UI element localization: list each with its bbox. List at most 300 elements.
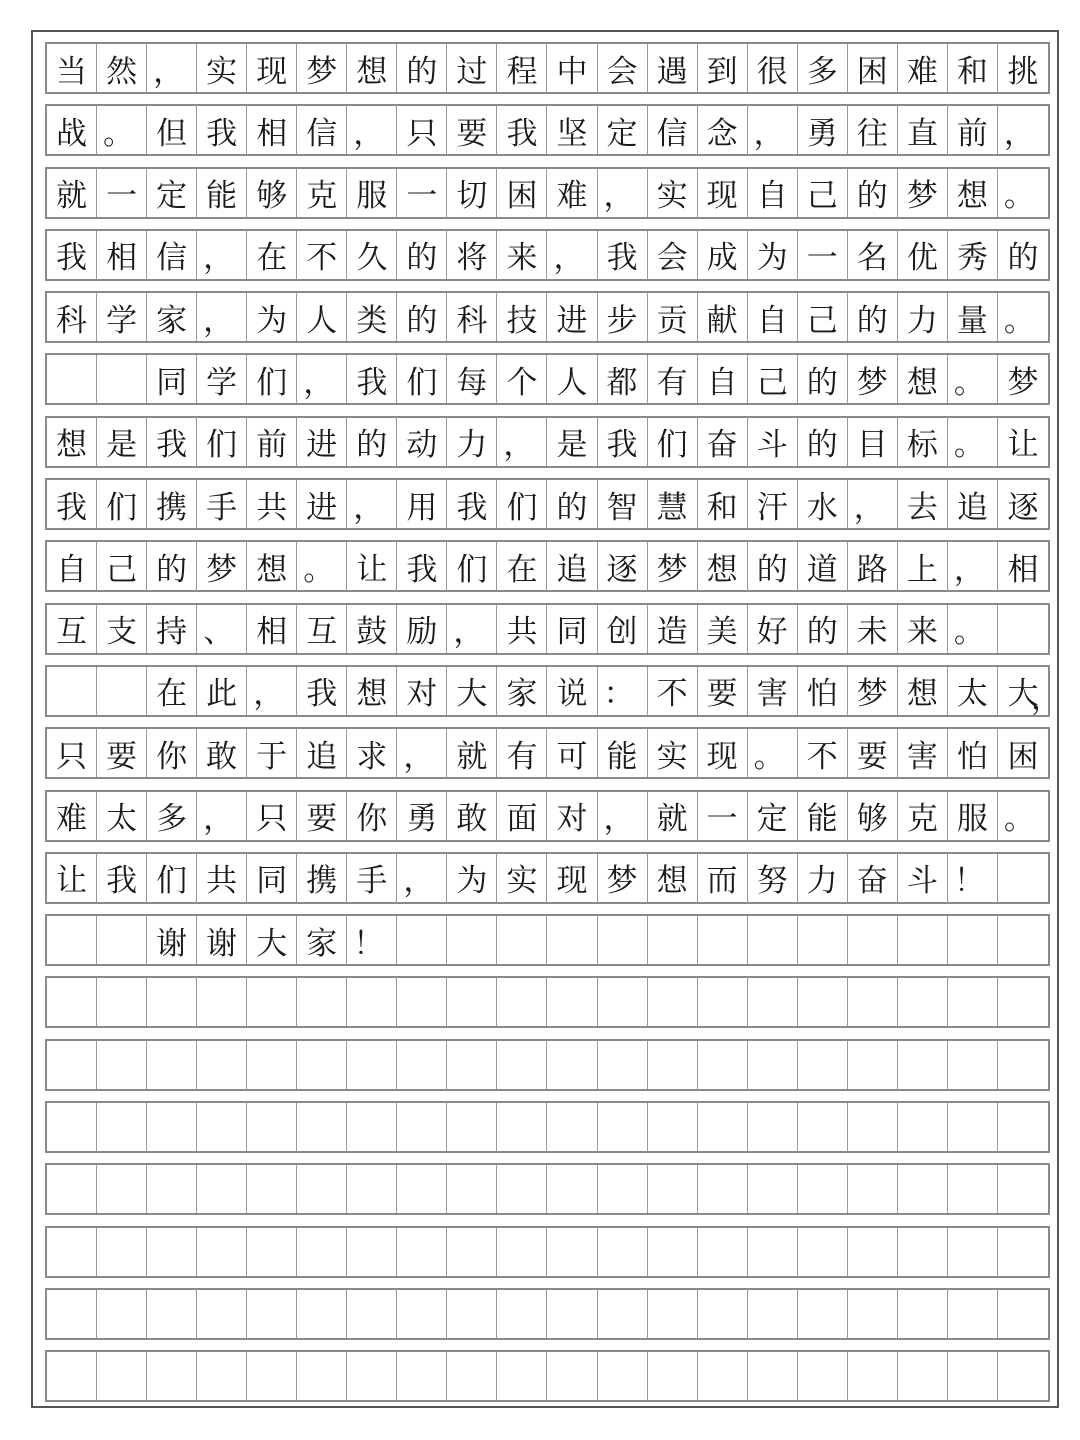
grid-row	[45, 914, 1050, 966]
grid-cell	[397, 1290, 447, 1338]
grid-cell	[397, 1228, 447, 1276]
grid-cell: 未	[848, 605, 898, 653]
grid-cell	[948, 978, 998, 1026]
grid-cell: 奋	[848, 854, 898, 902]
grid-cell	[848, 1352, 898, 1400]
grid-cell: 实	[648, 169, 698, 217]
grid-cell: 是	[547, 418, 597, 466]
grid-cell: 斗	[898, 854, 948, 902]
grid-cell	[848, 1103, 898, 1151]
grid-cell: 能	[798, 792, 848, 840]
grid-cell: 有	[497, 729, 547, 777]
grid-row	[45, 1163, 1050, 1215]
grid-cell: 来	[898, 605, 948, 653]
grid-cell	[197, 1228, 247, 1276]
grid-cell	[748, 1290, 798, 1338]
grid-cell: 但	[147, 106, 197, 154]
grid-cell: 力	[898, 293, 948, 341]
grid-cell: 进	[297, 418, 347, 466]
grid-cell	[698, 978, 748, 1026]
grid-row	[45, 1039, 1050, 1091]
grid-cell: 追	[948, 480, 998, 528]
grid-cell: 大	[447, 667, 497, 715]
grid-cell	[347, 1103, 397, 1151]
grid-cell	[447, 1103, 497, 1151]
grid-cell	[547, 1352, 597, 1400]
grid-cell: 大 ，	[998, 667, 1048, 715]
grid-cell: 为	[447, 854, 497, 902]
grid-cell	[447, 1228, 497, 1276]
grid-cell	[147, 1165, 197, 1213]
grid-cell: 己	[748, 355, 798, 403]
grid-cell	[748, 916, 798, 964]
grid-cell: 汗	[748, 480, 798, 528]
grid-cell	[948, 1165, 998, 1213]
grid-cell: 梦	[598, 854, 648, 902]
grid-cell: 会	[648, 231, 698, 279]
grid-cell: 会	[598, 44, 648, 92]
grid-cell	[147, 978, 197, 1026]
grid-cell	[397, 1352, 447, 1400]
grid-cell: 念	[698, 106, 748, 154]
grid-cell: 携	[147, 480, 197, 528]
grid-cell: 共	[497, 605, 547, 653]
grid-cell: 们	[497, 480, 547, 528]
grid-cell: 我	[47, 231, 97, 279]
grid-cell	[898, 1103, 948, 1151]
grid-cell	[547, 1041, 597, 1089]
grid-cell	[397, 1103, 447, 1151]
grid-cell: 遇	[648, 44, 698, 92]
grid-cell: 困	[1007, 738, 1039, 775]
grid-cell	[147, 1228, 197, 1276]
grid-cell: 共	[247, 480, 297, 528]
grid-cell: 想	[347, 44, 397, 92]
grid-cell: 家	[297, 916, 347, 964]
grid-row	[45, 104, 1050, 156]
grid-cell	[798, 1165, 848, 1213]
grid-cell	[998, 605, 1048, 653]
grid-cell: 怕	[948, 729, 998, 777]
grid-cell	[698, 1103, 748, 1151]
grid-cell: 目	[848, 418, 898, 466]
grid-cell: 够	[848, 792, 898, 840]
grid-cell: 的	[397, 293, 447, 341]
grid-cell	[798, 916, 848, 964]
grid-cell	[47, 355, 97, 403]
grid-cell: 好	[748, 605, 798, 653]
grid-cell: 成	[698, 231, 748, 279]
grid-cell: 当	[47, 44, 97, 92]
grid-cell: ，	[948, 542, 998, 590]
grid-cell: 现	[698, 729, 748, 777]
grid-cell: 己	[798, 169, 848, 217]
grid-cell: 说	[547, 667, 597, 715]
grid-cell: 进	[547, 293, 597, 341]
grid-cell: 上	[898, 542, 948, 590]
grid-cell	[848, 1290, 898, 1338]
grid-cell: 相	[1007, 551, 1039, 588]
grid-cell	[47, 1103, 97, 1151]
grid-cell: 的	[397, 231, 447, 279]
grid-cell: 切	[447, 169, 497, 217]
grid-cell: 你	[147, 729, 197, 777]
grid-cell: 们	[247, 355, 297, 403]
grid-cell: 谢	[147, 916, 197, 964]
grid-cell: 而	[698, 854, 748, 902]
grid-cell: 我	[397, 542, 447, 590]
grid-cell: 就	[648, 792, 698, 840]
grid-cell: 。	[297, 542, 347, 590]
grid-cell: 技	[497, 293, 547, 341]
grid-cell: 水	[798, 480, 848, 528]
grid-cell	[247, 1228, 297, 1276]
grid-cell: 不	[297, 231, 347, 279]
grid-cell: 现	[547, 854, 597, 902]
grid-cell: ，	[297, 355, 347, 403]
grid-cell: 让	[1007, 427, 1039, 464]
grid-cell: 优	[898, 231, 948, 279]
grid-cell: 我	[447, 480, 497, 528]
grid-cell: 的	[848, 293, 898, 341]
grid-cell: 想	[898, 355, 948, 403]
grid-cell	[247, 1165, 297, 1213]
grid-cell: 的	[147, 542, 197, 590]
grid-cell: 难	[547, 169, 597, 217]
grid-cell: 难	[47, 792, 97, 840]
grid-cell	[648, 1290, 698, 1338]
grid-cell	[397, 1041, 447, 1089]
grid-cell	[97, 1228, 147, 1276]
grid-cell	[497, 1165, 547, 1213]
grid-cell: ，	[748, 106, 798, 154]
grid-cell: 敢	[447, 792, 497, 840]
grid-cell	[197, 978, 247, 1026]
grid-cell: 梦	[297, 44, 347, 92]
grid-row	[45, 1288, 1050, 1340]
grid-cell	[898, 1290, 948, 1338]
grid-cell: ，	[197, 792, 247, 840]
grid-cell: 梦	[848, 355, 898, 403]
grid-cell: 梦	[848, 667, 898, 715]
grid-cell: 。	[948, 605, 998, 653]
grid-cell	[347, 1290, 397, 1338]
grid-row	[45, 167, 1050, 219]
grid-cell	[297, 1041, 347, 1089]
grid-cell: 我	[347, 355, 397, 403]
grid-cell: 是	[97, 418, 147, 466]
grid-cell	[698, 1352, 748, 1400]
grid-cell: 能	[598, 729, 648, 777]
grid-cell: 将	[447, 231, 497, 279]
grid-cell	[247, 1290, 297, 1338]
grid-row	[45, 1101, 1050, 1153]
grid-cell: 我	[47, 480, 97, 528]
grid-cell: 然	[97, 44, 147, 92]
grid-cell: 够	[247, 169, 297, 217]
grid-cell	[347, 1228, 397, 1276]
grid-cell	[598, 916, 648, 964]
grid-cell: 创	[598, 605, 648, 653]
grid-cell	[648, 1041, 698, 1089]
grid-cell: 鼓	[347, 605, 397, 653]
grid-cell: ，	[848, 480, 898, 528]
grid-cell: 困	[497, 169, 547, 217]
grid-cell	[547, 916, 597, 964]
grid-cell	[147, 1352, 197, 1400]
grid-cell: 想	[948, 169, 998, 217]
grid-cell	[147, 1103, 197, 1151]
grid-cell	[497, 978, 547, 1026]
grid-cell: 。	[97, 106, 147, 154]
grid-cell: 实	[497, 854, 547, 902]
grid-cell	[297, 1165, 347, 1213]
grid-cell: ，	[347, 106, 397, 154]
grid-cell	[497, 1041, 547, 1089]
grid-cell: 坚	[547, 106, 597, 154]
grid-cell	[998, 1165, 1048, 1213]
grid-cell: 久	[347, 231, 397, 279]
grid-cell: 为	[247, 293, 297, 341]
grid-cell: 。	[948, 418, 998, 466]
grid-cell: 定	[748, 792, 798, 840]
grid-cell: ，	[347, 480, 397, 528]
grid-cell: 人	[547, 355, 597, 403]
grid-cell	[97, 1290, 147, 1338]
grid-cell	[748, 1165, 798, 1213]
grid-cell	[698, 1228, 748, 1276]
grid-cell: 进	[297, 480, 347, 528]
grid-cell: 只	[397, 106, 447, 154]
grid-cell: 要	[447, 106, 497, 154]
grid-cell	[848, 916, 898, 964]
grid-row	[45, 1350, 1050, 1402]
grid-cell: 太	[948, 667, 998, 715]
grid-cell	[547, 1290, 597, 1338]
grid-cell: 谢	[197, 916, 247, 964]
grid-cell: ，	[397, 729, 447, 777]
grid-cell: 和	[948, 44, 998, 92]
grid-cell: 我	[297, 667, 347, 715]
grid-cell: 手	[197, 480, 247, 528]
grid-cell: 的	[748, 542, 798, 590]
grid-cell	[497, 1352, 547, 1400]
grid-cell: 现	[247, 44, 297, 92]
grid-cell: 只	[247, 792, 297, 840]
grid-cell: 一	[698, 792, 748, 840]
grid-cell: 路	[848, 542, 898, 590]
grid-cell	[748, 1041, 798, 1089]
grid-cell	[397, 1165, 447, 1213]
grid-cell: 梦	[648, 542, 698, 590]
grid-cell: 一	[97, 169, 147, 217]
grid-cell	[47, 1228, 97, 1276]
grid-cell: 太	[97, 792, 147, 840]
grid-row	[45, 852, 1050, 904]
grid-cell	[447, 1165, 497, 1213]
grid-cell: 互	[47, 605, 97, 653]
grid-cell	[97, 1103, 147, 1151]
grid-cell	[598, 1352, 648, 1400]
grid-cell: 可	[547, 729, 597, 777]
grid-cell: 信	[147, 231, 197, 279]
grid-cell: 和	[698, 480, 748, 528]
grid-row	[45, 790, 1050, 842]
grid-row	[45, 229, 1050, 281]
grid-cell: ，	[598, 792, 648, 840]
grid-cell: 我	[598, 231, 648, 279]
grid-cell	[898, 1228, 948, 1276]
grid-cell: 中	[547, 44, 597, 92]
grid-cell: 现	[698, 169, 748, 217]
grid-cell: 个	[497, 355, 547, 403]
grid-cell: 斗	[748, 418, 798, 466]
grid-cell: 克	[898, 792, 948, 840]
grid-cell: 要	[848, 729, 898, 777]
grid-cell: 科	[47, 293, 97, 341]
grid-cell: 己	[798, 293, 848, 341]
grid-cell: 自	[748, 293, 798, 341]
grid-cell: 都	[598, 355, 648, 403]
grid-cell: 想	[898, 667, 948, 715]
grid-cell: 多	[147, 792, 197, 840]
grid-cell: 一	[798, 231, 848, 279]
grid-cell: 程	[497, 44, 547, 92]
grid-cell: 学	[97, 293, 147, 341]
grid-cell: 克	[297, 169, 347, 217]
grid-cell: 前	[948, 106, 998, 154]
grid-cell: 人	[297, 293, 347, 341]
grid-cell: 。	[748, 729, 798, 777]
grid-cell	[497, 1228, 547, 1276]
grid-cell	[798, 1228, 848, 1276]
grid-cell: ，	[547, 231, 597, 279]
grid-cell: 力	[798, 854, 848, 902]
grid-cell: 追	[547, 542, 597, 590]
grid-cell: 我	[147, 418, 197, 466]
grid-cell: 同	[247, 854, 297, 902]
grid-cell: 在	[497, 542, 547, 590]
grid-cell: 难	[898, 44, 948, 92]
grid-cell: 手	[347, 854, 397, 902]
grid-cell: 奋	[698, 418, 748, 466]
grid-cell: 相	[247, 106, 297, 154]
grid-cell	[798, 1352, 848, 1400]
grid-cell: 励	[397, 605, 447, 653]
grid-cell	[247, 1352, 297, 1400]
grid-cell: 不	[648, 667, 698, 715]
grid-cell: 在	[247, 231, 297, 279]
grid-cell	[598, 1290, 648, 1338]
grid-cell: 自	[748, 169, 798, 217]
grid-cell	[547, 1228, 597, 1276]
grid-cell	[898, 1352, 948, 1400]
grid-cell	[948, 1041, 998, 1089]
grid-cell: 对	[397, 667, 447, 715]
grid-cell	[197, 1165, 247, 1213]
grid-row	[45, 976, 1050, 1028]
grid-cell	[798, 1041, 848, 1089]
grid-cell	[798, 1103, 848, 1151]
grid-cell: 共	[197, 854, 247, 902]
grid-cell	[648, 1352, 698, 1400]
grid-cell: 信	[297, 106, 347, 154]
grid-cell: 去	[898, 480, 948, 528]
grid-cell	[447, 916, 497, 964]
grid-row	[45, 353, 1050, 405]
grid-cell: 我	[97, 854, 147, 902]
grid-row	[45, 478, 1050, 530]
grid-cell: ，	[397, 854, 447, 902]
grid-cell	[798, 1290, 848, 1338]
grid-cell: ，	[197, 293, 247, 341]
grid-cell: ！	[948, 854, 998, 902]
grid-cell	[97, 1352, 147, 1400]
grid-cell: 梦	[197, 542, 247, 590]
grid-cell: 在	[147, 667, 197, 715]
grid-cell: 逐	[1007, 489, 1039, 526]
grid-cell	[898, 1165, 948, 1213]
grid-cell	[347, 1041, 397, 1089]
grid-cell: 力	[447, 418, 497, 466]
grid-cell	[297, 978, 347, 1026]
grid-cell	[998, 916, 1048, 964]
grid-row	[45, 42, 1050, 94]
grid-cell: 。	[948, 355, 998, 403]
grid-cell: 。	[1003, 178, 1035, 215]
grid-cell	[47, 667, 97, 715]
grid-cell	[998, 978, 1048, 1026]
grid-cell: 。	[1003, 801, 1035, 838]
grid-cell	[197, 1041, 247, 1089]
grid-cell: 、	[197, 605, 247, 653]
grid-cell: 我	[197, 106, 247, 154]
grid-cell: 想	[347, 667, 397, 715]
grid-cell	[447, 978, 497, 1026]
grid-cell: 求	[347, 729, 397, 777]
grid-cell: 自	[47, 542, 97, 590]
grid-cell	[998, 1352, 1048, 1400]
grid-cell: 勇	[798, 106, 848, 154]
grid-cell: 己	[97, 542, 147, 590]
grid-cell: 。	[1003, 302, 1035, 339]
grid-cell: 贡	[648, 293, 698, 341]
grid-cell: 有	[648, 355, 698, 403]
grid-cell	[698, 1290, 748, 1338]
grid-cell: 们	[147, 854, 197, 902]
grid-cell: 梦	[1007, 364, 1039, 401]
grid-cell: ，	[447, 605, 497, 653]
grid-cell	[97, 355, 147, 403]
grid-cell: 挑	[1007, 53, 1039, 90]
grid-cell: 面	[497, 792, 547, 840]
grid-cell	[948, 1228, 998, 1276]
grid-cell: 要	[297, 792, 347, 840]
grid-cell: 量	[948, 293, 998, 341]
grid-cell: 前	[247, 418, 297, 466]
grid-cell: 为	[748, 231, 798, 279]
grid-cell: 怕	[798, 667, 848, 715]
grid-cell: 就	[47, 169, 97, 217]
grid-cell	[247, 1103, 297, 1151]
grid-cell: 们	[97, 480, 147, 528]
grid-cell: 秀	[948, 231, 998, 279]
manuscript-grid	[45, 42, 1050, 1413]
grid-cell: 的	[397, 44, 447, 92]
grid-cell	[798, 978, 848, 1026]
grid-cell: 要	[698, 667, 748, 715]
grid-cell	[748, 1228, 798, 1276]
